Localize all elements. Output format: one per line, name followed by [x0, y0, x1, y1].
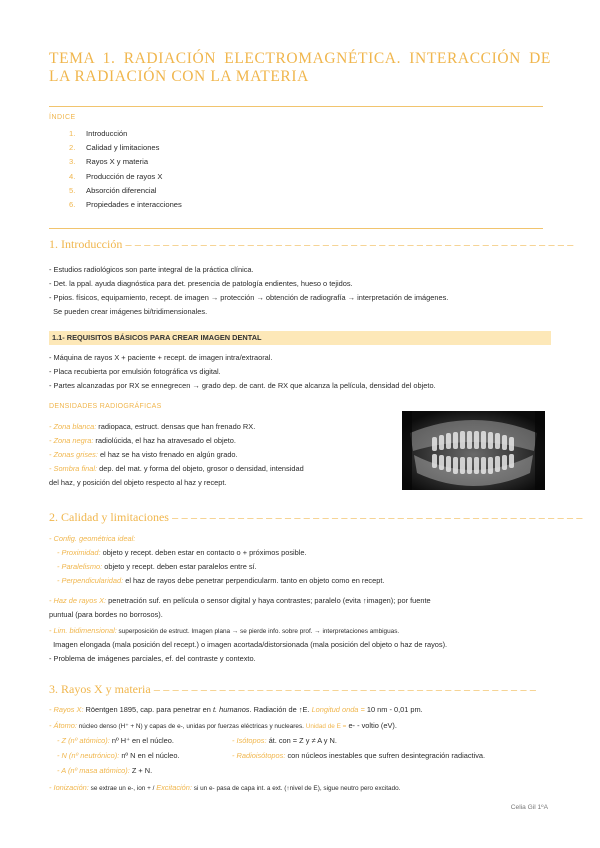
haz-line: puntual (para bordes no borrosos). — [49, 610, 163, 619]
index-item[interactable]: 5. Absorción diferencial — [69, 185, 157, 195]
lim-line: Imagen elongada (mala posición del recept.) o imagen acortada/distorsionada (mala posición del objeto o haz de rayos). — [49, 640, 448, 649]
densidad-item: - Zona blanca: radiopaca, estruct. densas que han frenado RX. — [49, 422, 256, 431]
densidad-item: - Zonas grises: el haz se ha visto frenado en algún grado. — [49, 450, 238, 459]
index-item[interactable]: 2. Calidad y limitaciones — [69, 143, 160, 153]
atomo-detail: - Radioisótopos: con núcleos inestables que sufren desintegración radiactiva. — [232, 751, 486, 760]
intro-line: - Ppios. físicos, equipamiento, recept. de imagen → protección → obtención de radiografía → interpretación de imágenes. — [49, 293, 449, 302]
rayos-line: - Rayos X: Röentgen 1895, cap. para penetrar en t. humanos. Radiación de ↑E. Longitud onda = 10 nm - 0,01 pm. — [49, 705, 423, 714]
requisito-line: - Partes alcanzadas por RX se ennegrecen → grado dep. de cant. de RX que alcanza la película, densidad del objeto. — [49, 381, 436, 390]
lim-line: - Problema de imágenes parciales, ef. del contraste y contexto. — [49, 654, 256, 663]
index-item[interactable]: 6. Propiedades e interacciones — [69, 199, 182, 209]
subsection-banner: 1.1- REQUISITOS BÁSICOS PARA CREAR IMAGEN DENTAL — [49, 331, 551, 345]
config-heading: - Config. geométrica ideal: — [49, 534, 136, 543]
atomo-detail: - N (nº neutrónico): nº N en el núcleo. — [57, 751, 180, 760]
section-heading-rayos-x: 3. Rayos X y materia – – – – – – – – – – – – – – – – – – – – – – – – – – – – – – – – – – – – – – – – – — [49, 682, 537, 696]
index-divider — [49, 228, 543, 229]
haz-line: - Haz de rayos X: penetración suf. en película o sensor digital y haya contrastes; paralelo (evita ↑imagen); por fuente — [49, 596, 431, 605]
config-item: - Paralelismo: objeto y recept. deben estar paralelos entre sí. — [57, 562, 257, 571]
atomo-line: - Átomo: núcleo denso (H⁺ + N) y capas de e-, unidas por fuerzas eléctricas y nucleares. Unidad de E = e- - voltio (eV). — [49, 721, 397, 730]
lim-line: - Lim. bidimensional: superposición de estruct. Imagen plana → se pierde info. sobre prof. → interpretaciones ambiguas. — [49, 626, 400, 635]
ionizacion-line: - Ionización: se extrae un e-, ion + / Excitación: si un e- pasa de capa int. a ext. (↑nivel de E), sigue neutro pero excitado. — [49, 783, 401, 792]
intro-line: - Det. la ppal. ayuda diagnóstica para det. presencia de patología endientes, hueso o tejidos. — [49, 279, 353, 288]
page-footer: Celia Gil 1ºA — [510, 804, 548, 811]
densidad-item: del haz, y posición del objeto respecto al haz y recept. — [49, 478, 227, 487]
densidad-item: - Zona negra: radiolúcida, el haz ha atravesado el objeto. — [49, 436, 236, 445]
panoramic-xray-image — [402, 411, 545, 490]
requisito-line: - Máquina de rayos X + paciente + recept. de imagen intra/extraoral. — [49, 353, 273, 362]
intro-line: - Estudios radiológicos son parte integral de la práctica clínica. — [49, 265, 254, 274]
index-item[interactable]: 4. Producción de rayos X — [69, 171, 163, 181]
index-heading: ÍNDICE — [49, 114, 76, 121]
page-title: TEMA 1. RADIACIÓN ELECTROMAGNÉTICA. INTERACCIÓN DE LA RADIACIÓN CON LA MATERIA — [49, 50, 551, 85]
atomo-detail: - Z (nº atómico): nº H⁺ en el núcleo. — [57, 736, 174, 745]
config-item: - Perpendicularidad: el haz de rayos debe penetrar perpendicularm. tanto en objeto como en recept. — [57, 576, 385, 585]
index-item[interactable]: 3. Rayos X y materia — [69, 157, 149, 167]
intro-line: Se pueden crear imágenes bi/tridimensionales. — [49, 307, 208, 316]
index-item[interactable]: 1. Introducción — [69, 129, 128, 138]
section-heading-calidad: 2. Calidad y limitaciones – – – – – – – – – – – – – – – – – – – – – – – – – – – – – – – – – – – – – – – – – – – – — [49, 510, 583, 524]
densidades-heading: DENSIDADES RADIOGRÁFICAS — [49, 403, 162, 410]
config-item: - Proximidad: objeto y recept. deben estar en contacto o + próximos posible. — [57, 548, 307, 557]
title-divider — [49, 106, 543, 107]
atomo-detail: - Isótopos: át. con = Z y ≠ A y N. — [232, 736, 337, 745]
section-heading-introduccion: 1. Introducción – – – – – – – – – – – – – – – – – – – – – – – – – – – – – – – – – – – – – – – – – – – – – – – – — [49, 237, 574, 251]
requisito-line: - Placa recubierta por emulsión fotográfica vs digital. — [49, 367, 221, 376]
index-list — [69, 127, 182, 212]
atomo-detail: - A (nº masa atómico): Z + N. — [57, 766, 153, 775]
densidad-item: - Sombra final: dep. del mat. y forma del objeto, grosor o densidad, intensidad — [49, 464, 304, 473]
